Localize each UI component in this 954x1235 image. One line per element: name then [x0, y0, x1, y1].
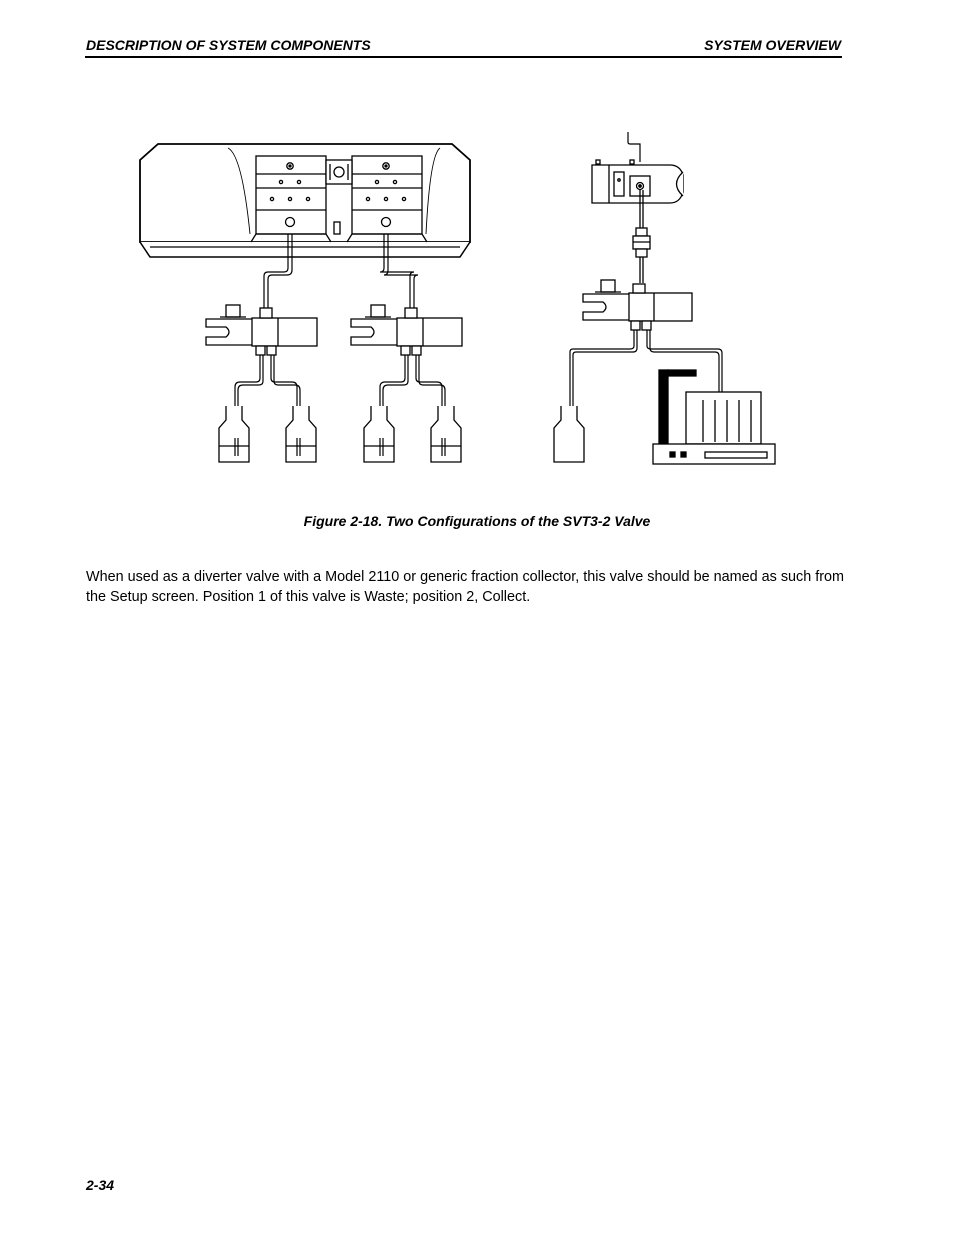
svt3-2-valve-left-a — [206, 305, 317, 355]
waste-bottle — [554, 406, 584, 462]
svt3-2-valve-figure — [130, 120, 790, 480]
bottles-left-config — [219, 406, 461, 462]
pump-unit-diagram — [140, 144, 470, 257]
page-header — [85, 36, 842, 58]
chapter-title: SYSTEM OVERVIEW — [704, 37, 841, 53]
detector-unit-diagram — [592, 132, 683, 228]
body-paragraph: When used as a diverter valve with a Model 2110 or generic fraction collector, this valve should be named as such from the Setup screen. Position 1 of this valve is Waste; position 2, Collect. — [86, 569, 845, 605]
inline-connector — [633, 228, 650, 283]
fraction-collector-diagram — [653, 370, 775, 464]
svt3-2-valve-left-b — [351, 305, 462, 355]
page-number: 2-34 — [86, 1177, 115, 1193]
svt3-2-valve-right — [583, 280, 692, 330]
section-title: DESCRIPTION OF SYSTEM COMPONENTS — [86, 37, 371, 53]
figure-caption: Figure 2-18. Two Configurations of the SVT3-2 Valve — [303, 513, 651, 529]
